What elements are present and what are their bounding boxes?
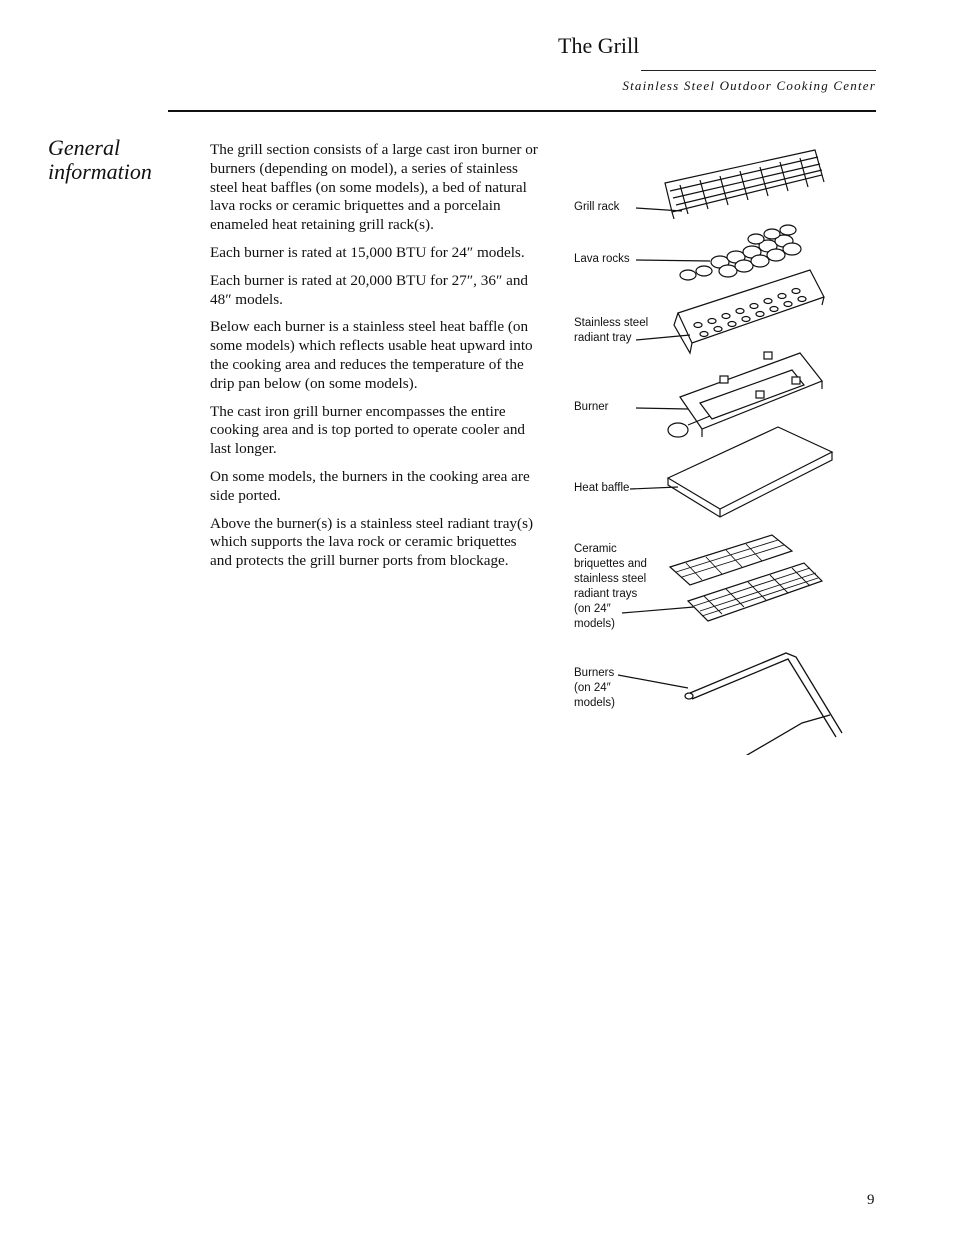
- paragraph: On some models, the burners in the cooking area are side ported.: [210, 467, 530, 504]
- grill-exploded-diagram: [560, 135, 860, 755]
- tube-burners-illustration: [685, 653, 842, 755]
- leader-line: [618, 675, 688, 688]
- page-title: The Grill: [558, 33, 640, 58]
- radiant-tray-illustration: [674, 270, 824, 353]
- grill-rack-illustration: [665, 150, 824, 219]
- callout-grill-rack: Grill rack: [574, 201, 620, 213]
- paragraph: The cast iron grill burner encompasses the entire cooking area and is top ported to operate cooler and last longer.: [210, 402, 526, 458]
- briquette-trays-illustration: [670, 535, 822, 621]
- callout-ceramic-briquettes: Ceramic briquettes and stainless steel radiant trays (on 24″ models): [574, 543, 647, 630]
- page-subtitle: Stainless Steel Outdoor Cooking Center: [622, 78, 876, 93]
- lava-rocks-illustration: [680, 225, 801, 280]
- callout-lava-rocks: Lava rocks: [574, 253, 630, 265]
- burner-illustration: [668, 352, 822, 437]
- heat-baffle-illustration: [668, 427, 832, 517]
- paragraph: Each burner is rated at 20,000 BTU for 27″, 36″ and 48″ models.: [210, 271, 529, 308]
- section-heading: General information: [48, 135, 152, 184]
- paragraph: Each burner is rated at 15,000 BTU for 24″ models.: [210, 243, 525, 261]
- callout-radiant-tray: Stainless steel radiant tray: [574, 317, 649, 344]
- page-number: 9: [867, 1192, 875, 1208]
- header-rule: [641, 70, 876, 71]
- paragraph: Below each burner is a stainless steel heat baffle (on some models) which reflects usable heat upward into the cooking area and reduces the temperature of the drip pan below (on some models).: [210, 318, 533, 392]
- section-divider: [168, 110, 876, 112]
- callout-burners-24: Burners (on 24″ models): [574, 667, 615, 709]
- leader-line: [630, 487, 678, 489]
- paragraph: Above the burner(s) is a stainless steel radiant tray(s) which supports the lava rock or ceramic briquettes and protects the grill burner ports from blockage.: [210, 514, 534, 570]
- leader-line: [636, 408, 688, 409]
- body-text: [210, 141, 540, 580]
- grill-diagram-drawing: [560, 135, 860, 755]
- callout-burner: Burner: [574, 401, 609, 413]
- leader-line: [636, 260, 710, 261]
- callout-heat-baffle: Heat baffle: [574, 482, 630, 494]
- paragraph: The grill section consists of a large cast iron burner or burners (depending on model), a series of stainless steel heat baffles (on some models), a bed of natural lava rocks or ceramic briquettes and a porcelain enameled heat retaining grill rack(s).: [210, 141, 538, 234]
